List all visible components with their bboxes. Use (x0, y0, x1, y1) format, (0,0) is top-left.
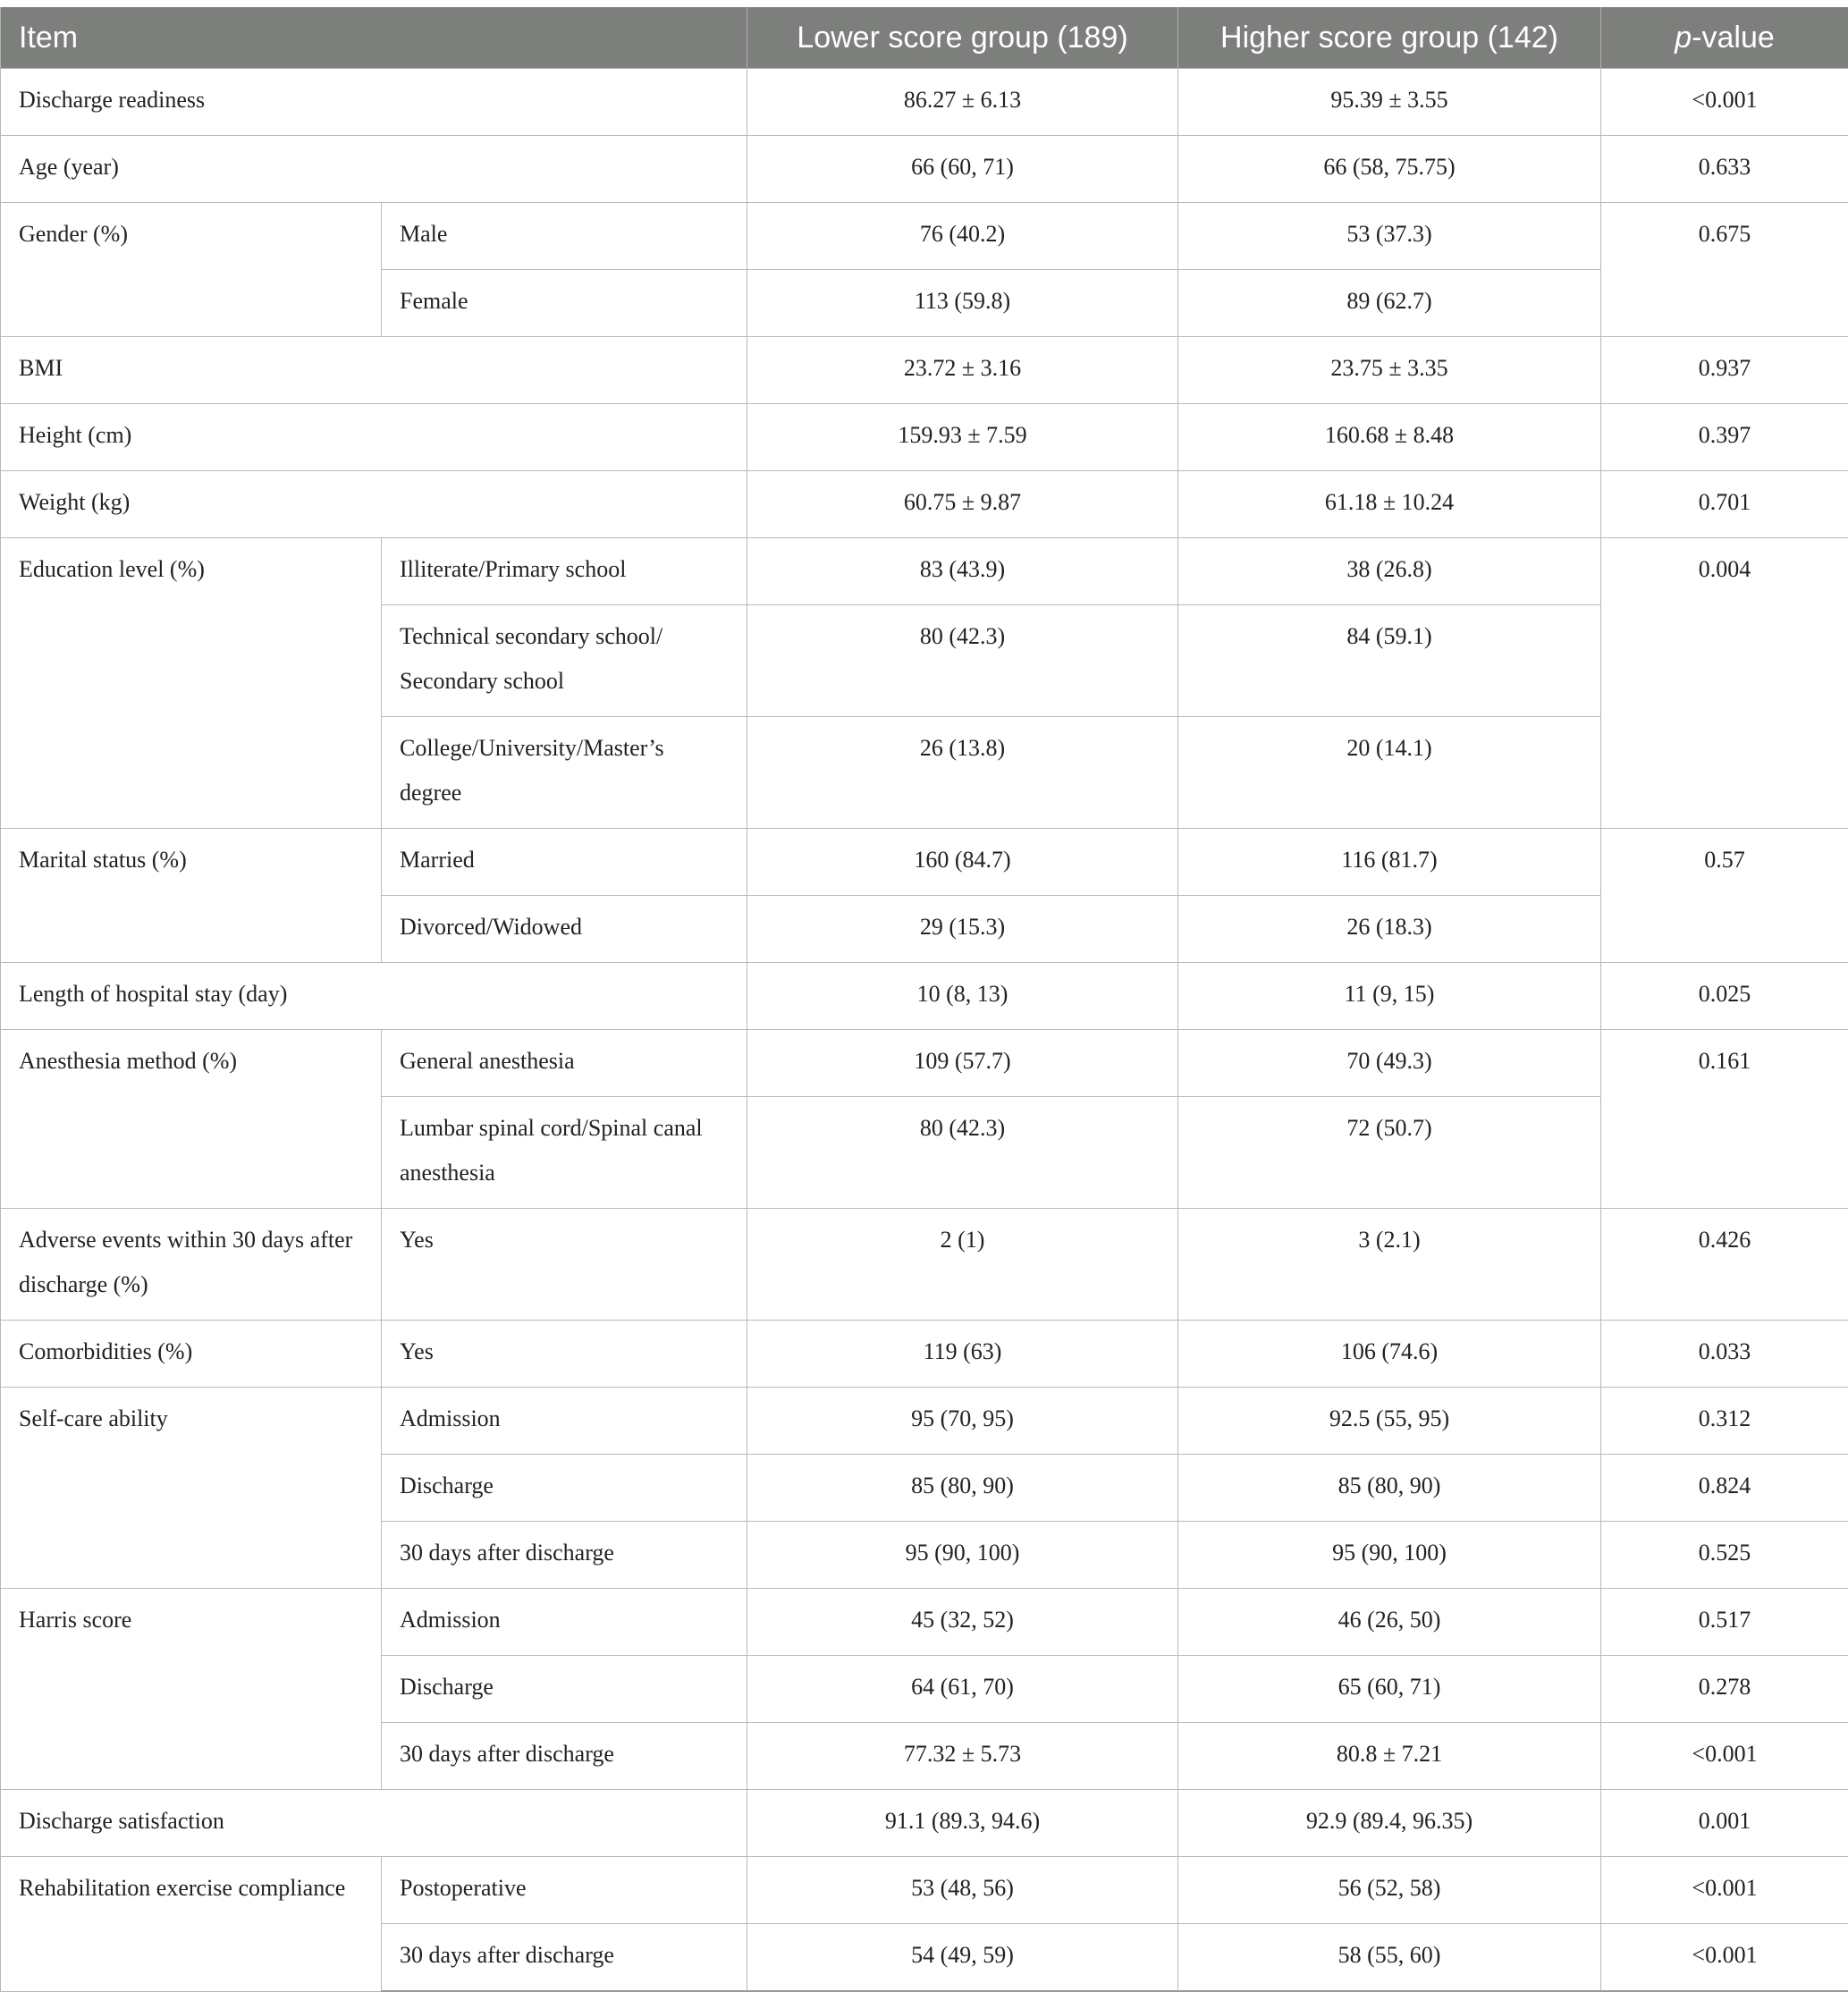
table-row (1, 1790, 1848, 1857)
row-label: Height (cm) (1, 404, 747, 471)
higher-value: 61.18 ± 10.24 (1178, 471, 1601, 538)
lower-value: 159.93 ± 7.59 (747, 404, 1178, 471)
lower-value: 66 (60, 71) (747, 136, 1178, 203)
lower-value: 95 (90, 100) (747, 1522, 1178, 1589)
higher-value: 66 (58, 75.75) (1178, 136, 1601, 203)
lower-value: 64 (61, 70) (747, 1656, 1178, 1723)
row-label: Harris score (1, 1589, 382, 1790)
p-value: <0.001 (1601, 1723, 1848, 1790)
higher-value: 20 (14.1) (1178, 717, 1601, 829)
lower-value: 54 (49, 59) (747, 1924, 1178, 1992)
higher-value: 70 (49.3) (1178, 1030, 1601, 1097)
lower-value: 91.1 (89.3, 94.6) (747, 1790, 1178, 1857)
p-value: 0.004 (1601, 538, 1848, 829)
row-label: Discharge readiness (1, 69, 747, 136)
higher-value: 92.9 (89.4, 96.35) (1178, 1790, 1601, 1857)
higher-value: 56 (52, 58) (1178, 1857, 1601, 1924)
header-p-value (1601, 7, 1848, 69)
lower-value: 80 (42.3) (747, 1097, 1178, 1209)
lower-value: 86.27 ± 6.13 (747, 69, 1178, 136)
p-value: 0.937 (1601, 337, 1848, 404)
lower-value: 76 (40.2) (747, 203, 1178, 270)
p-value: 0.517 (1601, 1589, 1848, 1656)
higher-value: 116 (81.7) (1178, 829, 1601, 896)
row-label: Adverse events within 30 days after discharge (%) (1, 1209, 382, 1321)
lower-value: 83 (43.9) (747, 538, 1178, 605)
row-label: Anesthesia method (%) (1, 1030, 382, 1209)
table-row (1, 136, 1848, 203)
table-row (1, 1857, 1848, 1924)
table-row (1, 1030, 1848, 1097)
p-value: 0.426 (1601, 1209, 1848, 1321)
lower-value: 160 (84.7) (747, 829, 1178, 896)
row-label: Weight (kg) (1, 471, 747, 538)
header-p-suffix: -value (1692, 21, 1775, 55)
header-p-italic: p (1675, 21, 1692, 55)
higher-value: 11 (9, 15) (1178, 963, 1601, 1030)
p-value: 0.278 (1601, 1656, 1848, 1723)
lower-value: 113 (59.8) (747, 270, 1178, 337)
header-higher-group: Higher score group (142) (1178, 7, 1601, 69)
table-row (1, 829, 1848, 896)
lower-value: 10 (8, 13) (747, 963, 1178, 1030)
table-row (1, 1321, 1848, 1388)
table-row (1, 337, 1848, 404)
p-value: 0.312 (1601, 1388, 1848, 1455)
sub-label: Female (382, 270, 747, 337)
row-label: Age (year) (1, 136, 747, 203)
sub-label: Postoperative (382, 1857, 747, 1924)
row-label: Marital status (%) (1, 829, 382, 963)
p-value: <0.001 (1601, 1924, 1848, 1992)
lower-value: 60.75 ± 9.87 (747, 471, 1178, 538)
lower-value: 109 (57.7) (747, 1030, 1178, 1097)
p-value: 0.161 (1601, 1030, 1848, 1209)
higher-value: 23.75 ± 3.35 (1178, 337, 1601, 404)
p-value: 0.525 (1601, 1522, 1848, 1589)
comparison-table (0, 7, 1848, 1992)
p-value: 0.824 (1601, 1455, 1848, 1522)
sub-label: Discharge (382, 1455, 747, 1522)
row-label: Comorbidities (%) (1, 1321, 382, 1388)
higher-value: 38 (26.8) (1178, 538, 1601, 605)
lower-value: 45 (32, 52) (747, 1589, 1178, 1656)
sub-label: Lumbar spinal cord/Spinal canal anesthesia (382, 1097, 747, 1209)
sub-label: 30 days after discharge (382, 1522, 747, 1589)
row-label: Length of hospital stay (day) (1, 963, 747, 1030)
row-label: Gender (%) (1, 203, 382, 337)
sub-label: General anesthesia (382, 1030, 747, 1097)
lower-value: 95 (70, 95) (747, 1388, 1178, 1455)
sub-label: Married (382, 829, 747, 896)
table-row (1, 69, 1848, 136)
p-value: 0.57 (1601, 829, 1848, 963)
lower-value: 2 (1) (747, 1209, 1178, 1321)
row-label: Discharge satisfaction (1, 1790, 747, 1857)
higher-value: 160.68 ± 8.48 (1178, 404, 1601, 471)
header-lower-group: Lower score group (189) (747, 7, 1178, 69)
sub-label: Divorced/Widowed (382, 896, 747, 963)
table-row (1, 1209, 1848, 1321)
higher-value: 58 (55, 60) (1178, 1924, 1601, 1992)
sub-label: Admission (382, 1388, 747, 1455)
sub-label: Yes (382, 1209, 747, 1321)
p-value: <0.001 (1601, 69, 1848, 136)
sub-label: Admission (382, 1589, 747, 1656)
higher-value: 85 (80, 90) (1178, 1455, 1601, 1522)
sub-label: Technical secondary school/ Secondary school (382, 605, 747, 717)
sub-label: 30 days after discharge (382, 1924, 747, 1992)
p-value: <0.001 (1601, 1857, 1848, 1924)
higher-value: 92.5 (55, 95) (1178, 1388, 1601, 1455)
sub-label: Discharge (382, 1656, 747, 1723)
higher-value: 65 (60, 71) (1178, 1656, 1601, 1723)
p-value: 0.397 (1601, 404, 1848, 471)
higher-value: 46 (26, 50) (1178, 1589, 1601, 1656)
row-label: Education level (%) (1, 538, 382, 829)
table-row (1, 963, 1848, 1030)
higher-value: 53 (37.3) (1178, 203, 1601, 270)
sub-label: Yes (382, 1321, 747, 1388)
sub-label: 30 days after discharge (382, 1723, 747, 1790)
row-label: Self-care ability (1, 1388, 382, 1589)
lower-value: 23.72 ± 3.16 (747, 337, 1178, 404)
table-row (1, 203, 1848, 270)
p-value: 0.675 (1601, 203, 1848, 337)
higher-value: 95.39 ± 3.55 (1178, 69, 1601, 136)
p-value: 0.025 (1601, 963, 1848, 1030)
lower-value: 77.32 ± 5.73 (747, 1723, 1178, 1790)
higher-value: 89 (62.7) (1178, 270, 1601, 337)
sub-label: College/University/Master’s degree (382, 717, 747, 829)
higher-value: 106 (74.6) (1178, 1321, 1601, 1388)
table-row (1, 404, 1848, 471)
table-header-row (1, 7, 1848, 69)
higher-value: 72 (50.7) (1178, 1097, 1601, 1209)
p-value: 0.701 (1601, 471, 1848, 538)
p-value: 0.033 (1601, 1321, 1848, 1388)
p-value: 0.633 (1601, 136, 1848, 203)
table-row (1, 1388, 1848, 1455)
table-row (1, 1589, 1848, 1656)
higher-value: 95 (90, 100) (1178, 1522, 1601, 1589)
sub-label: Male (382, 203, 747, 270)
sub-label: Illiterate/Primary school (382, 538, 747, 605)
p-value: 0.001 (1601, 1790, 1848, 1857)
lower-value: 29 (15.3) (747, 896, 1178, 963)
lower-value: 53 (48, 56) (747, 1857, 1178, 1924)
higher-value: 3 (2.1) (1178, 1209, 1601, 1321)
higher-value: 80.8 ± 7.21 (1178, 1723, 1601, 1790)
table-row (1, 471, 1848, 538)
row-label: Rehabilitation exercise compliance (1, 1857, 382, 1992)
lower-value: 26 (13.8) (747, 717, 1178, 829)
higher-value: 26 (18.3) (1178, 896, 1601, 963)
header-item: Item (1, 7, 747, 69)
table-row (1, 538, 1848, 605)
higher-value: 84 (59.1) (1178, 605, 1601, 717)
lower-value: 119 (63) (747, 1321, 1178, 1388)
lower-value: 85 (80, 90) (747, 1455, 1178, 1522)
lower-value: 80 (42.3) (747, 605, 1178, 717)
row-label: BMI (1, 337, 747, 404)
